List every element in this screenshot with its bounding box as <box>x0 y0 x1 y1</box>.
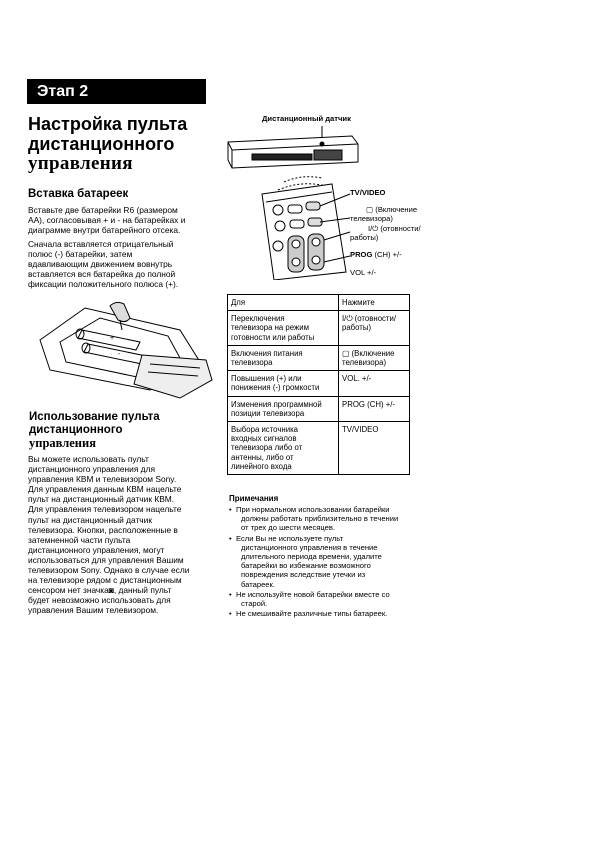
note-line: старой. <box>241 599 268 609</box>
bullet-icon: • <box>229 533 232 543</box>
label-line: работы) <box>350 233 379 242</box>
usage-text <box>28 454 223 616</box>
cell-line: Изменения программной <box>231 399 322 409</box>
table-header-cell: Нажмите <box>339 295 410 311</box>
cell-line: телевизора на режим <box>231 323 309 333</box>
cell-line: Ι/⏻ (отовности/ <box>342 314 397 324</box>
label-line: ▢ (Включение <box>366 205 418 214</box>
text-line: использоваться для управления Вашим <box>28 554 184 565</box>
table-row <box>228 422 410 475</box>
notes-list <box>229 505 419 619</box>
vol-label: VOL +/- <box>350 268 377 277</box>
cell-line: телевизора либо от <box>231 443 303 453</box>
usage-heading <box>29 411 160 450</box>
batteries-para-1 <box>28 205 218 236</box>
text-line: Для управления телевизором нацельте <box>28 504 182 515</box>
text-line: фиксации положительного полюса (+). <box>28 279 179 290</box>
note-line: Не смешивайте различные типы батареек. <box>236 609 388 619</box>
prog-rest: (CH) +/- <box>372 250 402 259</box>
note-line: Не используйте новой батарейки вместе со <box>236 589 390 599</box>
note-item <box>229 505 419 533</box>
note-item <box>229 609 419 618</box>
note-line: дистанционного управления в течение <box>241 542 378 552</box>
notes-heading: Примечания <box>229 494 279 503</box>
heading-line: управления <box>29 436 96 450</box>
text-line: дистанционного управления, могут <box>28 544 165 555</box>
standby-label <box>350 224 421 242</box>
text-line: вставляется вся батарейка до полной <box>28 269 176 280</box>
table-cell <box>339 396 410 421</box>
table-header-cell: Для <box>228 295 339 311</box>
page-title <box>28 114 228 174</box>
table-row <box>228 396 410 421</box>
title-line-1: Настройка пульта <box>28 114 188 134</box>
cell-line: Включения питания <box>231 348 303 358</box>
vcr-remote-illustration <box>222 122 362 280</box>
heading-line: дистанционного <box>29 424 123 436</box>
note-line: Если Вы не используете пульт <box>236 533 344 543</box>
note-line: батарейки во избежание возможного <box>241 561 371 571</box>
table-row <box>228 371 410 396</box>
command-table <box>227 294 410 475</box>
title-line-2: дистанционного <box>28 134 175 154</box>
text-line: затемненной части пульта <box>28 534 131 545</box>
note-line: длительного периода времени, удалите <box>241 552 382 562</box>
cell-line: понижения (-) громкости <box>231 383 320 393</box>
prog-label <box>350 250 402 259</box>
text-line: будет невозможно использовать для <box>28 595 171 606</box>
cell-line: работы) <box>342 323 372 333</box>
svg-text:-: - <box>118 351 121 358</box>
text-line: Сначала вставляется отрицательный <box>28 238 174 249</box>
cell-line: входных сигналов <box>231 434 297 444</box>
text-line: полюс (-) батарейки, затем <box>28 248 133 259</box>
cell-line: готовности или работы <box>231 332 315 342</box>
cell-line: телевизора <box>231 358 273 368</box>
text-line: Вставьте две батарейки R6 (размером <box>28 205 178 215</box>
batteries-heading: Вставка батареек <box>28 188 129 200</box>
text-line: управления Вашим телевизором. <box>28 605 159 616</box>
cell-line: VOL. +/- <box>342 374 372 384</box>
cell-line: Повышения (+) или <box>231 374 302 384</box>
note-line: батареек. <box>241 579 275 589</box>
note-line: от трех до шести месяцев. <box>241 523 335 533</box>
cell-line: Выбора источника <box>231 425 298 435</box>
text-line: телевизора. Кнопки, расположенные в <box>28 524 178 535</box>
tv-power-label <box>350 205 417 223</box>
cell-line: позиции телевизора <box>231 408 305 418</box>
stage-label: Этап 2 <box>37 83 89 100</box>
cell-line: линейного входа <box>231 461 292 471</box>
bullet-icon: • <box>229 589 232 599</box>
text-line: управления КВМ и телевизором Sony. <box>28 474 177 485</box>
text-line: на телевизоре рядом с дистанционным <box>28 575 182 586</box>
text-line: вдавливающим движением вовнутрь <box>28 259 173 270</box>
cell-line: Переключения <box>231 314 285 324</box>
text-line: Вы можете использовать пульт <box>28 454 149 464</box>
table-cell <box>339 371 410 396</box>
table-cell <box>339 311 410 346</box>
table-cell <box>228 311 339 346</box>
batteries-text <box>28 205 218 293</box>
cell-line: TV/VIDEO <box>342 425 379 435</box>
table-cell <box>228 422 339 475</box>
svg-text:+: + <box>110 335 115 342</box>
table-row <box>228 345 410 370</box>
table-cell <box>228 345 339 370</box>
text-line: пульт на дистанционный датчик КВМ. <box>28 494 175 505</box>
cell-line: телевизора) <box>342 358 387 368</box>
cell-line: антенны, либо от <box>231 452 294 462</box>
table-row <box>228 311 410 346</box>
text-line: сенсором нет значка◙, данный пульт <box>28 585 172 596</box>
title-line-3: управления <box>28 153 133 174</box>
note-line: При нормальном использовании батарейки <box>236 505 390 514</box>
table-cell <box>228 371 339 396</box>
text-line: Для управления данным КВМ нацельте <box>28 484 182 495</box>
heading-line: Использование пульта <box>29 411 160 423</box>
cell-line: PROG (CH) +/- <box>342 399 396 409</box>
text-line: пульт на дистанционный датчик <box>28 514 152 525</box>
text-line: диаграмме внутри батарейного отсека. <box>28 225 181 236</box>
note-line: повреждения вследствие утечки из <box>241 570 366 580</box>
label-line: телевизора) <box>350 214 393 223</box>
text-line: АА), согласовывая + и - на батарейках и <box>28 215 186 226</box>
note-item <box>229 534 419 589</box>
label-line: Ι/⏻ (отовности/ <box>368 224 421 233</box>
text-line: телевизором Sony. Однако в случае если <box>28 565 190 576</box>
cell-line: ▢ (Включение <box>342 348 395 358</box>
batteries-para-2 <box>28 239 218 290</box>
tv-video-label: TV/VIDEO <box>350 188 386 197</box>
note-line: должны работать приблизительно в течении <box>241 514 399 524</box>
remote-sensor-label: Дистанционный датчик <box>262 114 351 123</box>
table-cell <box>228 396 339 421</box>
bullet-icon: • <box>229 609 232 619</box>
text-line: дистанционного управления для <box>28 464 155 475</box>
note-item <box>229 590 419 608</box>
table-header-row <box>228 295 410 311</box>
table-cell <box>339 345 410 370</box>
battery-insertion-illustration <box>30 300 220 400</box>
prog-bold: PROG <box>350 250 373 259</box>
table-cell <box>339 422 410 475</box>
bullet-icon: • <box>229 505 232 514</box>
